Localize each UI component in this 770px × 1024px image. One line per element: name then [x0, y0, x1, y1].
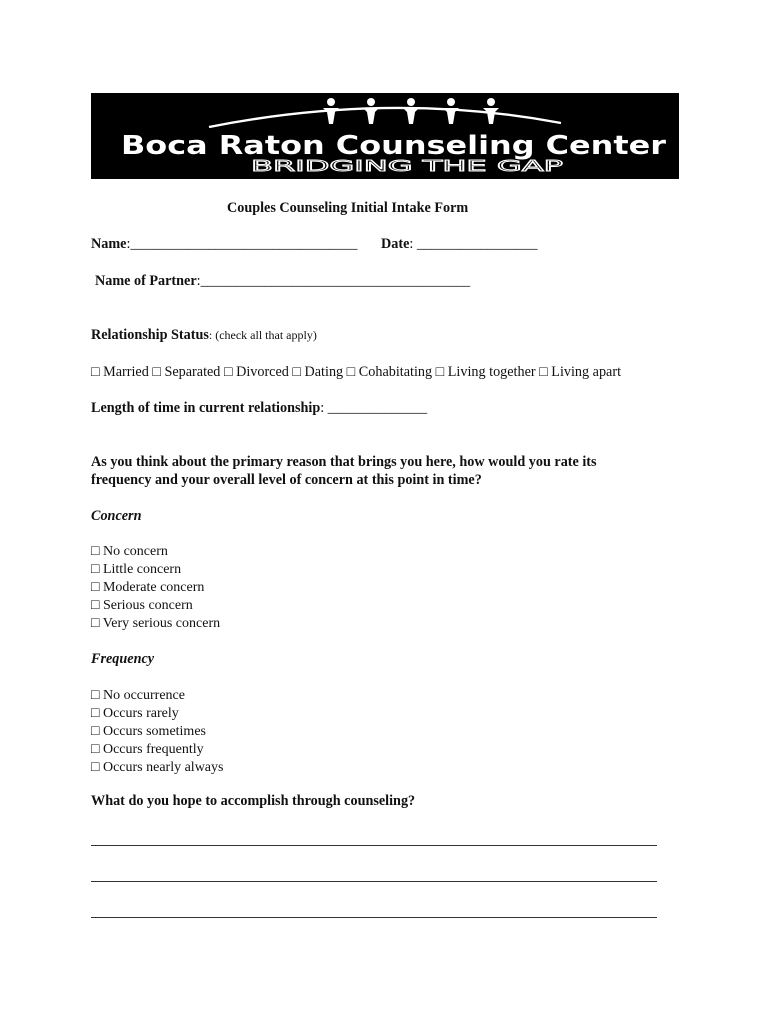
- frequency-option[interactable]: □ Occurs frequently: [91, 742, 204, 757]
- name-blank: :________________________________: [126, 236, 358, 252]
- partner-blank: :______________________________________: [196, 273, 471, 289]
- answer-line-3[interactable]: [91, 917, 657, 918]
- frequency-heading: Frequency: [91, 651, 155, 667]
- relationship-options[interactable]: □ Married □ Separated □ Divorced □ Dating □ Cohabitating □ Living together □ Living apart: [91, 364, 622, 380]
- concern-heading: Concern: [91, 508, 142, 524]
- partner-field[interactable]: [95, 273, 470, 290]
- frequency-option[interactable]: □ No occurrence: [91, 688, 185, 703]
- length-label: Length of time in current relationship: [91, 400, 321, 416]
- frequency-option[interactable]: □ Occurs nearly always: [91, 760, 224, 775]
- concern-option[interactable]: □ Serious concern: [91, 598, 193, 613]
- hope-question: What do you hope to accomplish through counseling?: [91, 793, 416, 809]
- relationship-hint: : (check all that apply): [208, 328, 317, 342]
- frequency-option[interactable]: □ Occurs rarely: [91, 706, 179, 721]
- question-line-2: frequency and your overall level of concern at this point in time?: [91, 472, 482, 488]
- frequency-option[interactable]: □ Occurs sometimes: [91, 724, 206, 739]
- concern-option[interactable]: □ Moderate concern: [91, 580, 205, 595]
- length-blank: : ______________: [320, 400, 428, 416]
- logo-graphic: [91, 93, 679, 179]
- date-label: Date: [381, 236, 410, 252]
- answer-line-2[interactable]: [91, 881, 657, 882]
- relationship-label: Relationship Status: [91, 327, 209, 343]
- date-blank: : _________________: [409, 236, 538, 252]
- logo-banner: [91, 93, 679, 179]
- frequency-list: [91, 687, 223, 777]
- question-line-1: As you think about the primary reason that brings you here, how would you rate its: [91, 454, 597, 470]
- relationship-status: [91, 326, 317, 344]
- concern-list: [91, 543, 220, 633]
- concern-option[interactable]: □ Very serious concern: [91, 616, 221, 631]
- length-field[interactable]: [91, 400, 427, 417]
- answer-line-1[interactable]: [91, 845, 657, 846]
- form-title: Couples Counseling Initial Intake Form: [227, 200, 469, 216]
- logo-tagline: BRIDGING THE GAP: [251, 157, 563, 175]
- concern-option[interactable]: □ Little concern: [91, 562, 182, 577]
- partner-label: Name of Partner: [95, 273, 197, 289]
- name-field[interactable]: [91, 236, 357, 253]
- date-field[interactable]: [381, 236, 537, 253]
- name-label: Name: [91, 236, 127, 252]
- concern-option[interactable]: □ No concern: [91, 544, 168, 559]
- logo-main-text: Boca Raton Counseling Center: [121, 131, 667, 161]
